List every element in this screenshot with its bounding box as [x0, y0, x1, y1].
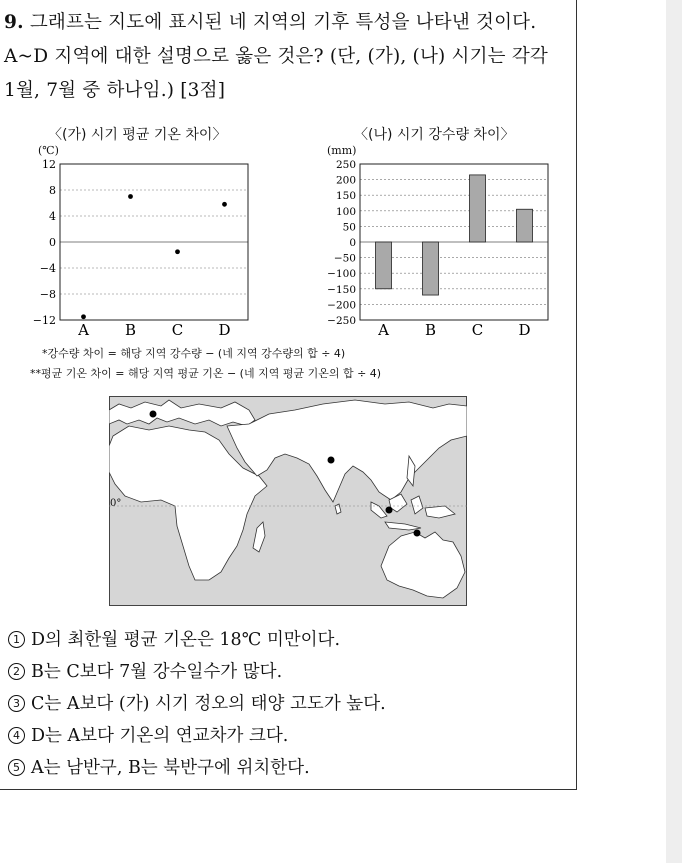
- y-tick-label: −4: [39, 262, 56, 275]
- x-tick-label: C: [471, 321, 484, 339]
- point-d: [222, 202, 227, 207]
- chart-ga-title: 〈(가) 시기 평균 기온 차이〉: [48, 127, 227, 143]
- map-point-d: [414, 530, 421, 537]
- y-tick-label: −200: [327, 299, 356, 312]
- chart-temperature-difference: [0, 0, 300, 350]
- bar-a: [376, 242, 392, 289]
- note-temperature: **평균 기온 차이 = 해당 지역 평균 기온 − (네 지역 평균 기온의 합 ÷ 4): [30, 367, 382, 380]
- bar-c: [470, 175, 486, 242]
- map-point-c: [386, 507, 393, 514]
- option-3-number: 3: [8, 695, 25, 712]
- y-tick-label: 0: [49, 236, 56, 249]
- question-line-3: 1월, 7월 중 하나임.) [3점]: [4, 80, 226, 101]
- x-tick-label: A: [378, 321, 389, 339]
- option-5-number: 5: [8, 759, 25, 776]
- question-number: 9.: [4, 12, 24, 33]
- x-tick-label: B: [124, 321, 137, 339]
- option-1-number: 1: [8, 631, 25, 648]
- option-5[interactable]: [8, 754, 310, 779]
- option-2-number: 2: [8, 663, 25, 680]
- world-map: [109, 396, 467, 606]
- option-4-text: D는 A보다 기온의 연교차가 크다.: [31, 726, 289, 746]
- x-tick-label: C: [171, 321, 184, 339]
- x-tick-label: B: [424, 321, 437, 339]
- bar-b: [423, 242, 439, 295]
- y-tick-label: −50: [333, 252, 356, 265]
- chart-ga-unit: (℃): [38, 144, 59, 157]
- option-4-number: 4: [8, 727, 25, 744]
- x-tick-label: D: [518, 321, 531, 339]
- x-tick-label: A: [78, 321, 89, 339]
- map-point-a: [150, 411, 157, 418]
- point-b: [128, 194, 133, 199]
- y-tick-label: −250: [327, 315, 356, 327]
- y-tick-label: 4: [49, 210, 56, 223]
- question-text-1: 그래프는 지도에 표시된 네 지역의 기후 특성을 나타낸 것이다.: [29, 12, 537, 33]
- y-tick-label: −100: [327, 268, 356, 281]
- question-line-2: A~D 지역에 대한 설명으로 옳은 것은? (단, (가), (나) 시기는 각각: [4, 46, 548, 67]
- point-a: [81, 314, 86, 319]
- y-tick-label: 8: [49, 184, 56, 197]
- y-tick-label: 200: [335, 174, 356, 187]
- map-equator-label: 0°: [110, 498, 122, 509]
- option-4[interactable]: [8, 722, 288, 747]
- option-3[interactable]: [8, 690, 386, 715]
- bar-d: [517, 209, 533, 242]
- chart-na-title: 〈(나) 시기 강수량 차이〉: [354, 127, 515, 143]
- chart-precipitation-difference: [300, 0, 570, 350]
- option-2[interactable]: [8, 658, 282, 683]
- option-5-text: A는 남반구, B는 북반구에 위치한다.: [31, 758, 310, 778]
- chart-na-unit: (mm): [327, 144, 357, 157]
- scrollbar-track[interactable]: [666, 0, 682, 863]
- y-tick-label: 150: [335, 190, 356, 203]
- frame-border-right: [576, 0, 577, 790]
- y-tick-label: 250: [335, 159, 356, 171]
- option-3-text: C는 A보다 (가) 시기 정오의 태양 고도가 높다.: [31, 694, 386, 714]
- frame-border-bottom: [0, 789, 577, 790]
- map-point-b: [328, 457, 335, 464]
- y-tick-label: 100: [335, 205, 356, 218]
- option-1[interactable]: [8, 626, 340, 651]
- y-tick-label: 0: [349, 237, 356, 249]
- option-1-text: D의 최한월 평균 기온은 18℃ 미만이다.: [31, 630, 341, 650]
- x-tick-label: D: [218, 321, 231, 339]
- y-tick-label: −150: [327, 283, 356, 296]
- option-2-text: B는 C보다 7월 강수일수가 많다.: [31, 662, 283, 682]
- y-tick-label: −8: [39, 288, 56, 301]
- y-tick-label: −12: [32, 314, 56, 327]
- point-c: [175, 249, 180, 254]
- y-tick-label: 12: [42, 158, 56, 171]
- y-tick-label: 50: [342, 221, 356, 234]
- note-precipitation: *강수량 차이 = 해당 지역 강수량 − (네 지역 강수량의 합 ÷ 4): [42, 347, 346, 360]
